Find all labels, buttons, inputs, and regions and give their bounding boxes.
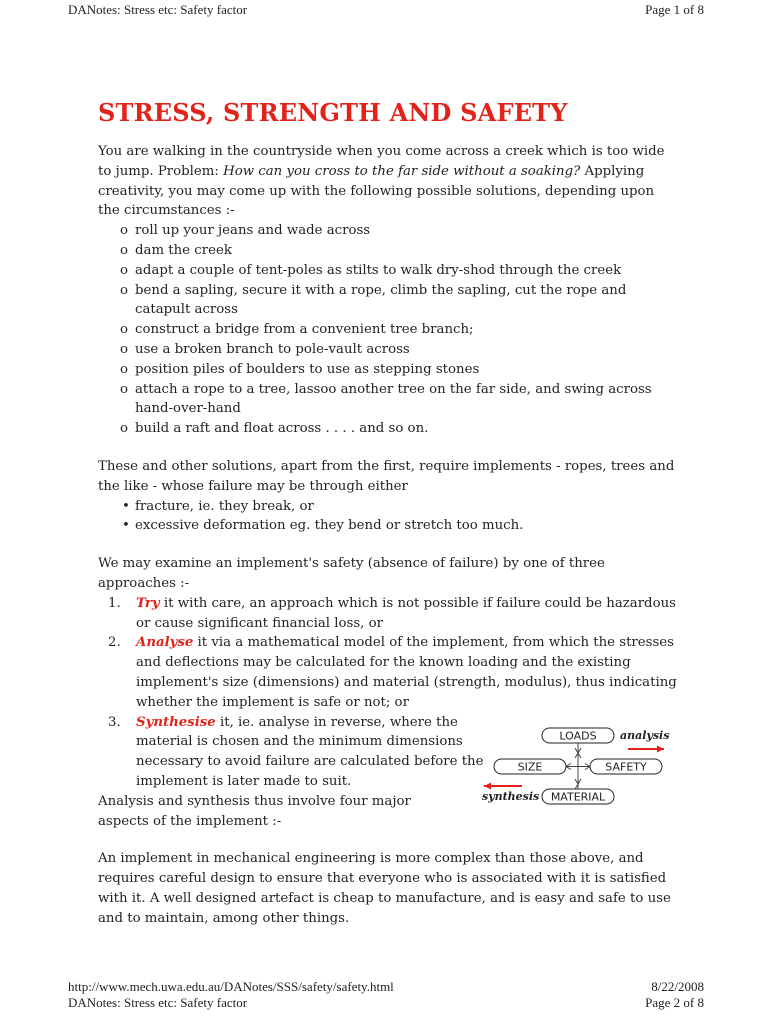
approach-item	[98, 713, 508, 792]
list-item: o build a raft and float across . . . . and so on.	[120, 419, 678, 439]
header-page-number: Page 1 of 8	[645, 2, 704, 17]
approach-text: it with care, an approach which is not possible if failure could be hazardous or cause significant financial loss, or	[136, 595, 676, 631]
failure-intro: These and other solutions, apart from the first, require implements - ropes, trees and the like - whose failure may be through either	[98, 458, 675, 494]
footer-date: 8/22/2008	[651, 979, 704, 994]
list-item: o position piles of boulders to use as stepping stones	[120, 360, 678, 380]
approach-number: 3.	[108, 714, 121, 730]
approach-keyword: Synthesise	[136, 714, 216, 730]
analysis-label: analysis	[620, 729, 670, 742]
list-item: o roll up your jeans and wade across	[120, 221, 678, 241]
connector-lines	[566, 743, 590, 789]
approach-number: 2.	[108, 635, 121, 651]
solutions-list	[98, 221, 678, 439]
page-title: STRESS, STRENGTH AND SAFETY	[98, 98, 568, 127]
size-label: SIZE	[517, 760, 543, 774]
aspects-diagram	[480, 722, 680, 812]
intro-question: How can you cross to the far side without a soaking?	[223, 163, 581, 179]
aspects-paragraph: Analysis and synthesis thus involve four major aspects of the implement :-	[98, 793, 411, 829]
material-label: MATERIAL	[550, 790, 606, 804]
safety-label: SAFETY	[605, 760, 647, 774]
page-header	[0, 0, 768, 20]
intro-paragraph	[98, 142, 678, 221]
list-item: o construct a bridge from a convenient tree branch;	[120, 320, 678, 340]
approach-text: it, ie. analyse in reverse, where the material is chosen and the minimum dimensions necessary to avoid failure are calculated before the implement is later made to suit.	[136, 714, 484, 789]
approach-text: it via a mathematical model of the implement, from which the stresses and deflections may be calculated for the known loading and the existing implement's size (dimensions) and material (strength, modulus), thus indicating whether the implement is safe or not; or	[136, 635, 677, 710]
closing-paragraph: An implement in mechanical engineering is more complex than those above, and requires careful design to ensure that everyone who is associated with it is satisfied with it. A well designed artefact is cheap to manufacture, and is easy and safe to use and to maintain, among other things.	[98, 851, 671, 926]
approach-number: 1.	[108, 595, 121, 611]
loads-label: LOADS	[559, 729, 597, 743]
footer-url: http://www.mech.uwa.edu.au/DANotes/SSS/safety/safety.html	[68, 979, 394, 994]
synthesis-arrow-head	[484, 783, 491, 790]
list-item: o bend a sapling, secure it with a rope, climb the sapling, cut the rope and catapult across	[120, 281, 678, 321]
approach-item	[98, 594, 678, 634]
list-item: o adapt a couple of tent-poles as stilts to walk dry-shod through the creek	[120, 261, 678, 281]
approach-keyword: Analyse	[136, 635, 194, 651]
list-item: • excessive deformation eg. they bend or stretch too much.	[120, 516, 678, 536]
list-item: • fracture, ie. they break, or	[120, 497, 678, 517]
approach-item	[98, 633, 678, 712]
approach-keyword: Try	[136, 595, 160, 611]
list-item: o use a broken branch to pole-vault across	[120, 340, 678, 360]
intro-text-1: You are walking in the countryside when you come across a creek which is too wide to jump. Problem:	[98, 144, 665, 179]
approaches-intro: We may examine an implement's safety (absence of failure) by one of three approaches :-	[98, 556, 605, 591]
list-item: o dam the creek	[120, 241, 678, 261]
intro-text-2: Applying creativity, you may come up with the following possible solutions, depending upon the circumstances :-	[98, 163, 655, 219]
header-doc-title: DANotes: Stress etc: Safety factor	[68, 2, 248, 17]
list-item: o attach a rope to a tree, lassoo another tree on the far side, and swing across hand-over-hand	[120, 380, 678, 420]
synthesis-label: synthesis	[482, 790, 540, 803]
footer-doc-title: DANotes: Stress etc: Safety factor	[68, 995, 248, 1010]
footer-page-number: Page 2 of 8	[645, 995, 704, 1010]
page-footer	[0, 979, 768, 1024]
failure-modes-list	[98, 497, 678, 537]
analysis-arrow-head	[657, 746, 664, 753]
